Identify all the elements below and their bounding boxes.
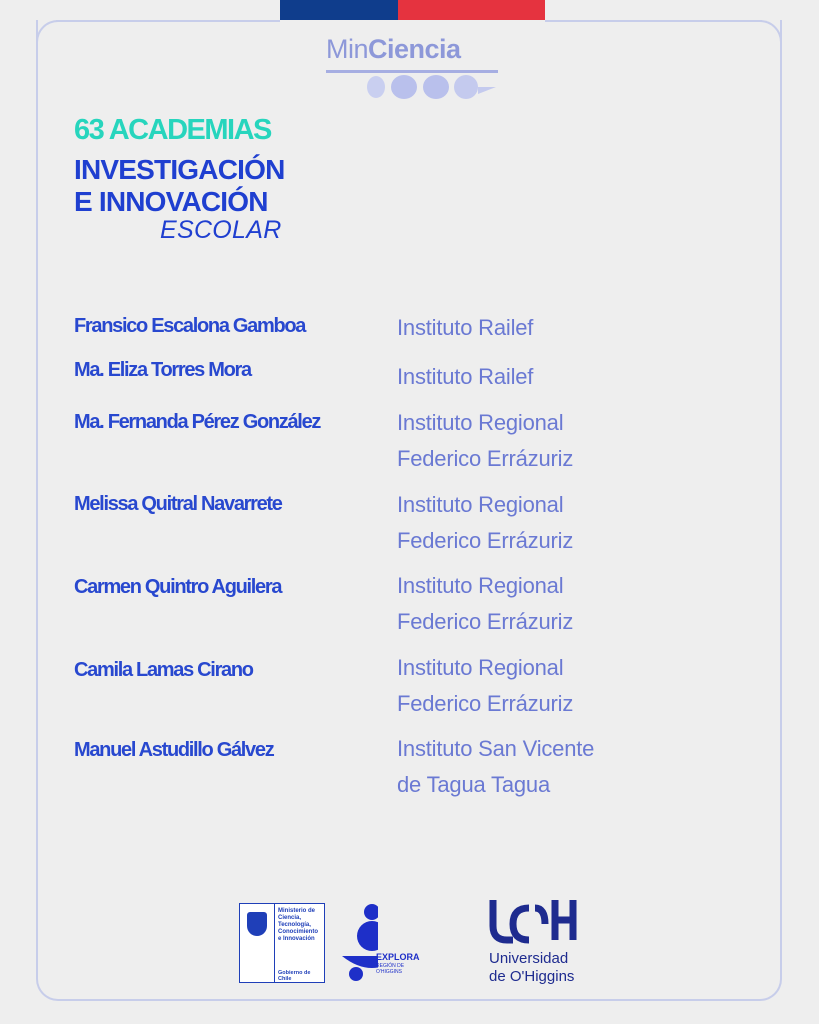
chile-shield-icon [247,912,267,936]
institution-line: Instituto Regional [397,410,564,435]
logo-drops-icon [356,74,506,100]
institution-line: Instituto Regional [397,655,564,680]
participant-name: Ma. Fernanda Pérez González [74,411,321,433]
flag-stripe-blue [280,0,398,20]
gob-text-line: Tecnología, [278,922,311,928]
institution-line: Instituto Regional [397,573,564,598]
participant-name: Manuel Astudillo Gálvez [74,739,274,761]
logo-text-bold: Ciencia [368,34,461,64]
institution-line: Federico Errázuriz [397,528,574,553]
uoh-text-line: Universidad [489,950,569,967]
heading-line-2: INVESTIGACIÓN [74,154,285,185]
participant-institution [397,310,533,346]
minciencia-logo [320,34,500,100]
uoh-logo [489,896,589,986]
explora-figure-icon [338,900,378,984]
participant-institution [397,731,594,803]
institution-line: Federico Errázuriz [397,609,574,634]
gobierno-chile-logo [239,903,325,983]
logo-text-light: Min [326,34,369,64]
institution-line: Instituto Railef [397,364,534,389]
heading-escolar: ESCOLAR [160,216,282,244]
institution-line: Instituto Railef [397,315,534,340]
participant-institution [397,650,573,722]
explora-label: EXPLORA [376,952,420,962]
card-border-top-left [56,20,280,22]
participant-institution [397,405,573,477]
explora-sub-line: REGIÓN DE [376,963,405,969]
participant-name: Melissa Quitral Navarrete [74,493,282,515]
participant-institution [397,568,573,640]
heading-academias: 63 ACADEMIAS [74,114,271,146]
participant-institution [397,487,573,559]
logo-underline [326,70,498,73]
gob-text-line: Ministerio de [278,908,316,914]
heading-investigacion [74,154,285,218]
institution-line: de Tagua Tagua [397,772,550,797]
gob-bottom-text: Gobierno de Chile [278,970,311,982]
gob-text-line: Ciencia, [278,915,302,921]
institution-line: Instituto San Vicente [397,736,595,761]
heading-line-3: E INNOVACIÓN [74,186,268,217]
participant-name: Camila Lamas Cirano [74,659,253,681]
institution-line: Federico Errázuriz [397,691,574,716]
participant-institution [397,359,533,395]
explora-sub-line: O'HIGGINS [376,969,402,975]
institution-line: Federico Errázuriz [397,446,574,471]
participant-name: Carmen Quintro Aguilera [74,576,282,598]
gob-text-line: Conocimiento [278,929,318,935]
uoh-text-line: de O'Higgins [489,968,575,985]
uoh-monogram-icon [489,896,579,944]
institution-line: Instituto Regional [397,492,564,517]
participant-name: Ma. Eliza Torres Mora [74,359,251,381]
card-border-top-right [545,20,762,22]
participant-name: Fransico Escalona Gamboa [74,315,306,337]
explora-logo [338,900,426,984]
gob-text-line: e Innovación [278,936,315,942]
flag-stripe-red [398,0,545,20]
